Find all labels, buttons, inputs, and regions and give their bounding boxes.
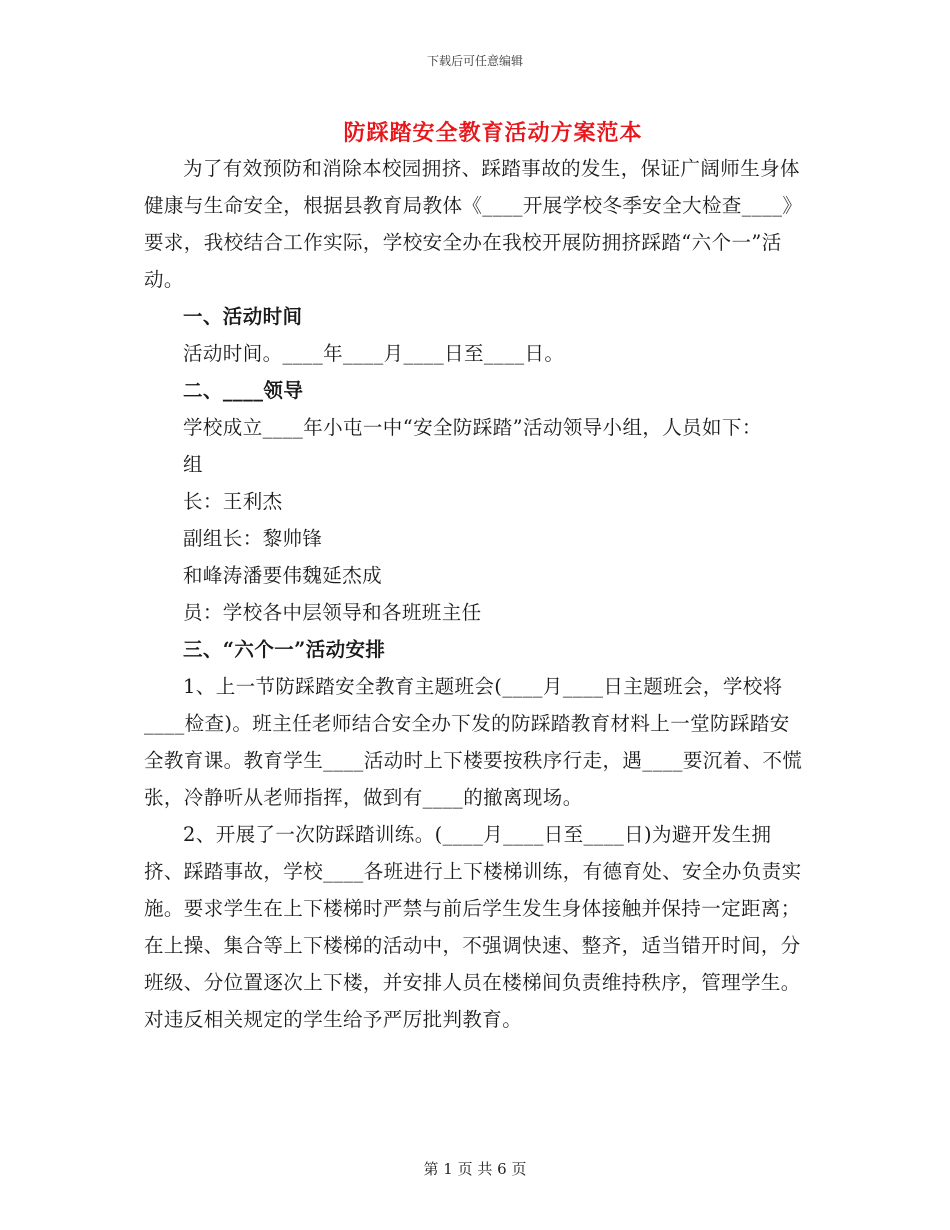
arrangement-item-2: 2、开展了一次防踩踏训练。(____月____日至____日)为避开发生拥挤、踩踏事故，学校____各班进行上下楼梯训练，有德育处、安全办负责实施。要求学生在上下楼梯时严禁与前后学生发生身体接触并保持一定距离；在上操、集合等上下楼梯的活动中，不强调快速、整齐，适当错开时间，分班级、分位置逐次上下楼，并安排人员在楼梯间负责维持秩序，管理学生。对违反相关规定的学生给予严厉批判教育。: [144, 823, 802, 1031]
document-body: [144, 150, 808, 1038]
section-heading-leadership: [144, 372, 808, 409]
page-number: 第 1 页 共 6 页: [423, 1160, 527, 1178]
intro-paragraph: 为了有效预防和消除本校园拥挤、踩踏事故的发生，保证广阔师生身体健康与生命安全，根据县教育局教体《____开展学校冬季安全大检查____》要求，我校结合工作实际，学校安全办在我校开展防拥挤踩踏“六个一”活动。: [144, 157, 803, 291]
members-line: 员：学校各中层领导和各班班主任: [183, 601, 482, 624]
group-label: 组: [183, 453, 203, 476]
document-title: 防踩踏安全教育活动方案范本: [343, 120, 643, 146]
heading-blank: ____: [222, 379, 264, 402]
page-header-note: 下载后可任意编辑: [426, 54, 523, 68]
group-leader-line: 长：王利杰: [183, 490, 283, 513]
section-heading-arrangement: 三、“六个一”活动安排: [183, 638, 386, 661]
heading-prefix: 二、: [183, 379, 223, 402]
leadership-paragraph: 学校成立____年小屯一中“安全防踩踏”活动领导小组，人员如下：: [183, 416, 762, 439]
section-heading-time: 一、活动时间: [183, 305, 303, 328]
member-names-line: 和峰涛潘要伟魏延杰成: [183, 564, 383, 587]
arrangement-item-1: 1、上一节防踩踏安全教育主题班会(____月____日主题班会，学校将____检查)。班主任老师结合安全办下发的防踩踏教育材料上一堂防踩踏安全教育课。教育学生____活动时上下楼要按秩序行走，遇____要沉着、不慌张，冷静听从老师指挥，做到有____的撤离现场。: [144, 675, 803, 809]
deputy-leader-line: 副组长：黎帅锋: [183, 527, 323, 550]
heading-suffix: 领导: [263, 379, 304, 402]
activity-time-line: 活动时间。____年____月____日至____日。: [183, 342, 565, 365]
